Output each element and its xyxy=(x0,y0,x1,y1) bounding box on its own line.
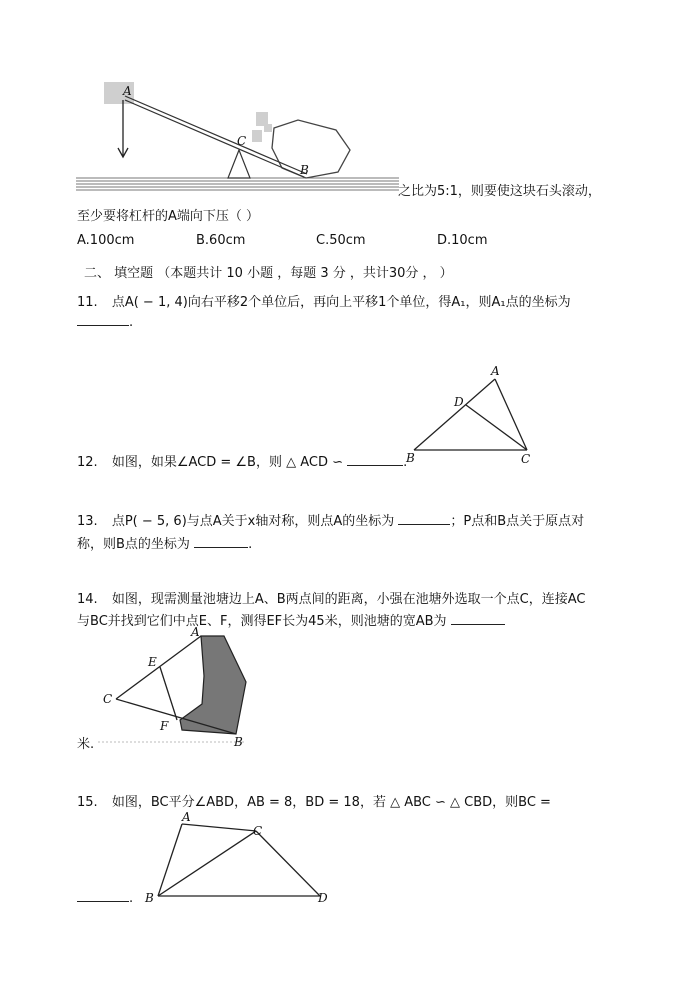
q10-text-tail: 之比为5:1，则要使这块石头滚动， xyxy=(398,184,601,199)
label-b: B xyxy=(406,451,415,465)
stone xyxy=(272,120,350,178)
question-text: 点A( − 1, 4)向右平移2个单位后，再向上平移1个单位，得A₁，则A₁点的坐标为 xyxy=(111,295,571,310)
question-11 xyxy=(77,291,571,310)
q14-unit: 米. xyxy=(77,737,95,752)
answer-blank[interactable] xyxy=(77,889,129,902)
question-text-tail: ；P点和B点关于原点对 xyxy=(450,514,585,529)
sentence-end: . xyxy=(129,315,134,330)
question-text: 点P( − 5, 6)与点A关于x轴对称，则点A的坐标为 xyxy=(111,514,395,529)
question-number: 13. xyxy=(77,514,98,529)
question-number: 15. xyxy=(77,795,98,810)
section-heading: 二、 填空题 （本题共计 10 小题 ，每题 3 分 ，共计30分 ， ） xyxy=(84,266,453,281)
question-15 xyxy=(77,791,551,810)
question-number: 12. xyxy=(77,455,98,470)
q15-answer-line xyxy=(77,889,133,906)
question-text: 称，则B点的坐标为 xyxy=(77,537,190,552)
label-d: D xyxy=(454,395,464,409)
question-text: 与BC并找到它们中点E、F，测得EF长为45米，则池塘的宽AB为 xyxy=(77,614,447,629)
question-12 xyxy=(77,451,407,470)
q10-option-d: D.10cm xyxy=(437,233,488,248)
question-13 xyxy=(77,510,584,529)
question-number: 14. xyxy=(77,592,98,607)
label-f: F xyxy=(160,719,169,733)
label-e: E xyxy=(148,655,157,669)
question-14 xyxy=(77,588,585,607)
triangle-figure-q12 xyxy=(400,362,545,467)
answer-blank-1[interactable] xyxy=(398,512,450,525)
q10-option-c: C.50cm xyxy=(316,233,366,248)
fulcrum xyxy=(228,150,250,178)
label-d: D xyxy=(318,891,328,905)
label-a: A xyxy=(491,364,500,378)
label-c: C xyxy=(253,824,263,838)
sentence-end: . xyxy=(129,891,134,906)
down-arrow-icon xyxy=(118,100,128,157)
label-a: A xyxy=(123,84,132,98)
pond-figure-q14 xyxy=(98,626,258,750)
label-c: C xyxy=(237,134,247,148)
question-text: 如图，现需测量池塘边上A、B两点间的距离，小强在池塘外选取一个点C，连接AC xyxy=(111,592,586,607)
q10-option-a: A.100cm xyxy=(77,233,135,248)
sentence-end: . xyxy=(248,537,253,552)
quadrilateral-figure-q15 xyxy=(140,810,340,910)
q10-option-b: B.60cm xyxy=(196,233,246,248)
question-13-line2 xyxy=(77,533,252,552)
answer-blank-2[interactable] xyxy=(194,535,248,548)
label-b: B xyxy=(145,891,154,905)
answer-blank[interactable] xyxy=(77,313,129,326)
question-text: 如图，如果∠ACD = ∠B，则 △ ACD ∽ xyxy=(111,455,344,470)
question-number: 11. xyxy=(77,295,98,310)
label-a: A xyxy=(191,626,200,639)
answer-blank[interactable] xyxy=(347,453,403,466)
sentence-end: . xyxy=(403,455,408,470)
label-b: B xyxy=(234,735,243,749)
question-text: 如图，BC平分∠ABD，AB = 8，BD = 18，若 △ ABC ∽ △ CBD，则BC = xyxy=(111,795,551,810)
label-c: C xyxy=(521,452,531,466)
q10-text-line2: 至少要将杠杆的A端向下压（ ） xyxy=(77,209,260,224)
label-c: C xyxy=(103,692,113,706)
label-a: A xyxy=(182,810,191,824)
pond xyxy=(180,636,246,734)
answer-blank[interactable] xyxy=(451,612,505,625)
q11-answer-line xyxy=(77,313,133,330)
ground xyxy=(76,178,399,190)
label-b: B xyxy=(300,163,309,177)
lever-figure xyxy=(76,78,401,198)
